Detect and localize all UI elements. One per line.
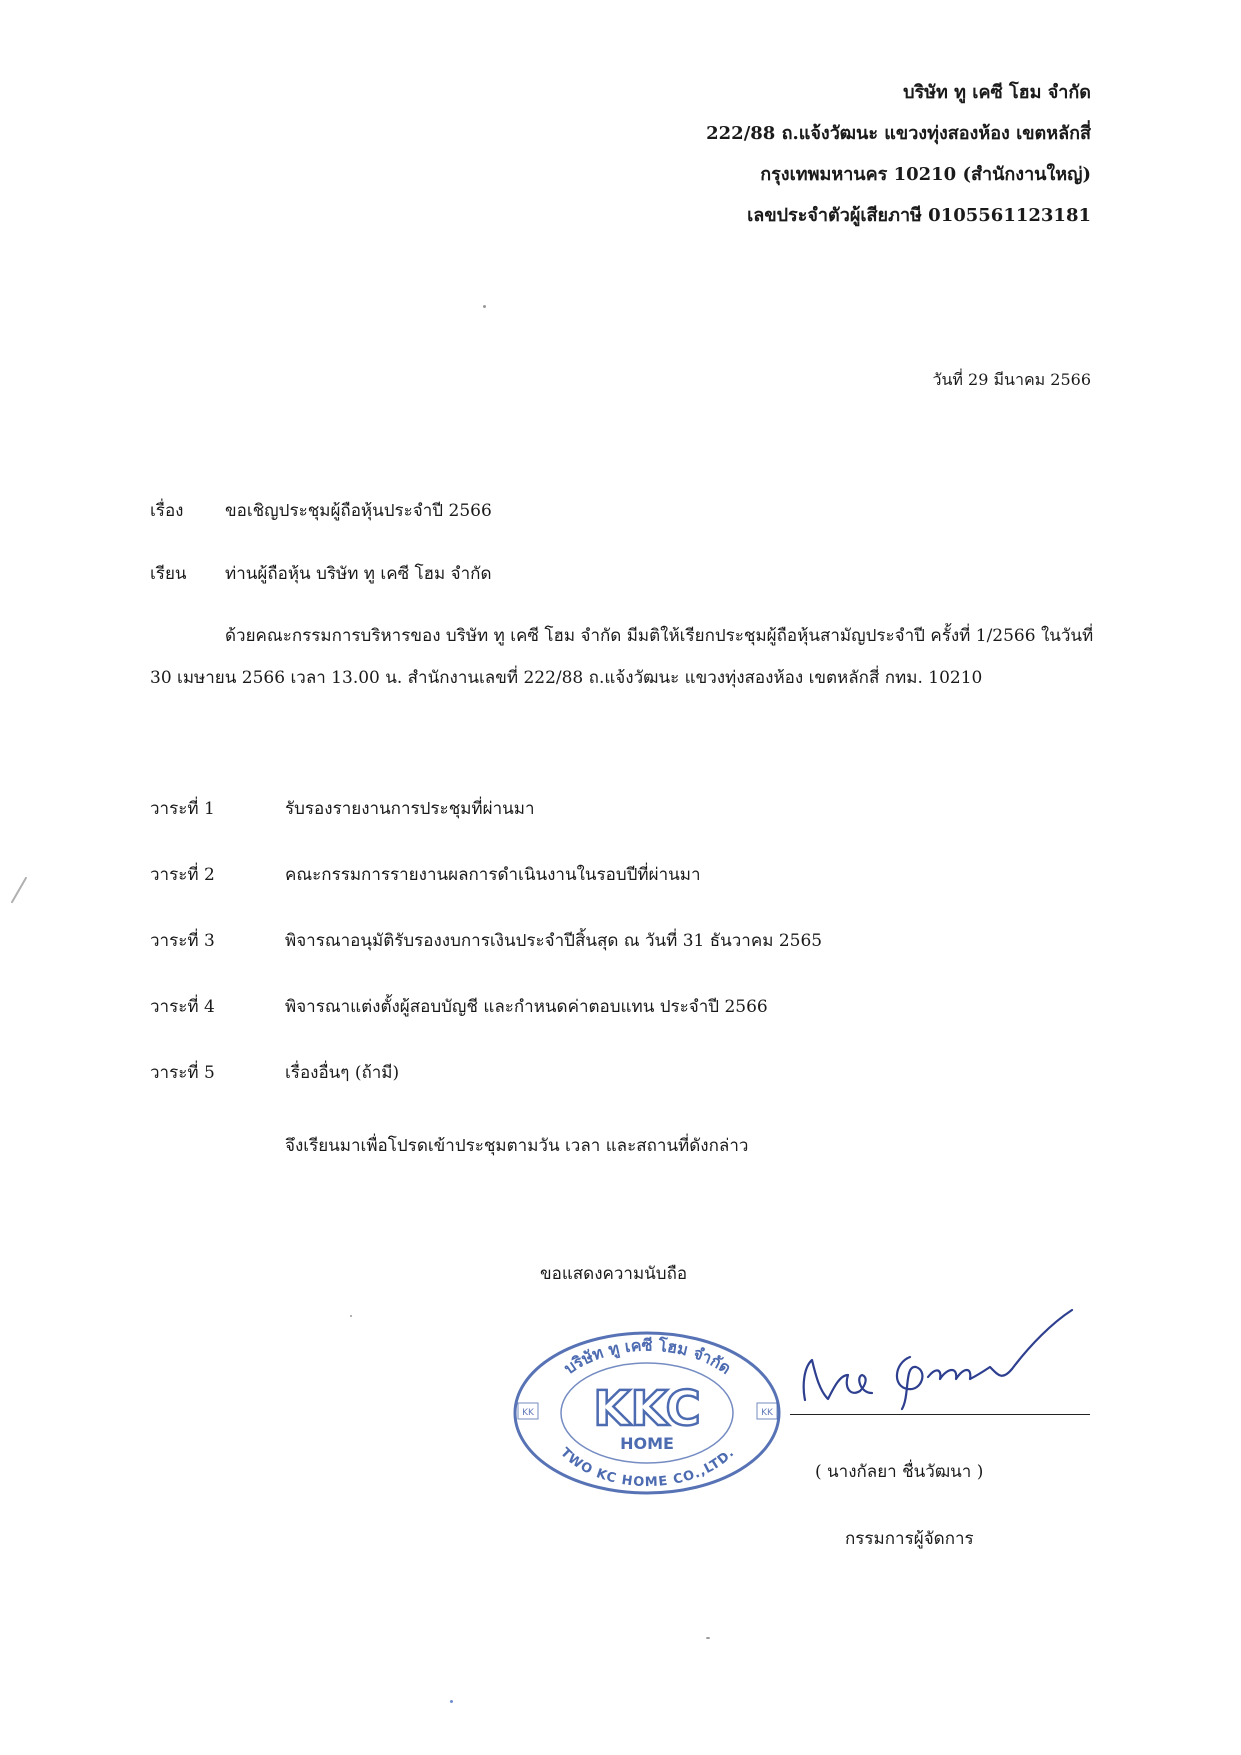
subject-text: ขอเชิญประชุมผู้ถือหุ้นประจำปี 2566 xyxy=(225,501,492,521)
agenda-number: วาระที่ 5 xyxy=(150,1063,215,1083)
agenda-item xyxy=(150,861,1100,927)
agenda-text: เรื่องอื่นๆ (ถ้ามี) xyxy=(285,1063,400,1083)
letter-date: วันที่ 29 มีนาคม 2566 xyxy=(932,370,1091,389)
stamp-side-mark-right: KK xyxy=(761,1408,773,1418)
signature-line xyxy=(790,1414,1090,1415)
company-name: บริษัท ทู เคซี โฮม จำกัด xyxy=(903,82,1091,103)
agenda-text: พิจารณาแต่งตั้งผู้สอบบัญชี และกำหนดค่าตอบแทน ประจำปี 2566 xyxy=(285,997,768,1017)
scan-mark xyxy=(11,877,28,904)
agenda-item xyxy=(150,927,1100,993)
body-paragraph: ด้วยคณะกรรมการบริหารของ บริษัท ทู เคซี โฮม จำกัด มีมติให้เรียกประชุมผู้ถือหุ้นสามัญประจำปี ครั้งที่ 1/2566 ในวันที่ 30 เมษายน 2566 เวลา 13.00 น. สำนักงานเลขที่ 222/88 ถ.แจ้งวัฒนะ แขวงทุ่งสองห้อง เขตหลักสี่ กทม. 10210 xyxy=(150,626,1094,688)
agenda-text: คณะกรรมการรายงานผลการดำเนินงานในรอบปีที่ผ่านมา xyxy=(285,865,701,885)
stamp-home-text: HOME xyxy=(620,1434,674,1453)
scan-speck xyxy=(706,1637,710,1639)
stamp-bottom-text: TWO KC HOME CO.,LTD. xyxy=(557,1445,738,1491)
company-header xyxy=(331,72,1091,236)
scan-speck xyxy=(450,1700,453,1703)
agenda-item xyxy=(150,1059,1100,1125)
recipient-label: เรียน xyxy=(150,564,187,584)
signer-name: ( นางกัลยา ชื่นวัฒนา ) xyxy=(815,1462,984,1482)
agenda-text: รับรองรายงานการประชุมที่ผ่านมา xyxy=(285,799,535,819)
stamp-logo: KKC xyxy=(593,1381,701,1437)
subject-label: เรื่อง xyxy=(150,501,184,521)
stamp-top-text: บริษัท ทู เคซี โฮม จำกัด xyxy=(560,1335,735,1378)
recipient-text: ท่านผู้ถือหุ้น บริษัท ทู เคซี โฮม จำกัด xyxy=(225,564,492,584)
signer-title: กรรมการผู้จัดการ xyxy=(845,1529,974,1549)
signature xyxy=(790,1305,1090,1415)
agenda-number: วาระที่ 2 xyxy=(150,865,215,885)
stamp-side-mark-left: KK xyxy=(522,1408,534,1418)
agenda-number: วาระที่ 3 xyxy=(150,931,215,951)
regards-text: ขอแสดงความนับถือ xyxy=(540,1264,688,1284)
agenda-item xyxy=(150,993,1100,1059)
company-address: 222/88 ถ.แจ้งวัฒนะ แขวงทุ่งสองห้อง เขตหลักสี่ xyxy=(706,123,1091,144)
agenda-number: วาระที่ 4 xyxy=(150,997,215,1017)
closing-line: จึงเรียนมาเพื่อโปรดเข้าประชุมตามวัน เวลา และสถานที่ดังกล่าว xyxy=(285,1136,749,1156)
company-city: กรุงเทพมหานคร 10210 (สำนักงานใหญ่) xyxy=(760,164,1091,185)
agenda-item xyxy=(150,795,1100,861)
agenda-text: พิจารณาอนุมัติรับรองงบการเงินประจำปีสิ้นสุด ณ วันที่ 31 ธันวาคม 2565 xyxy=(285,931,823,951)
agenda-number: วาระที่ 1 xyxy=(150,799,215,819)
company-stamp xyxy=(510,1325,785,1495)
scan-speck xyxy=(483,305,486,308)
company-tax-id: เลขประจำตัวผู้เสียภาษี 0105561123181 xyxy=(747,205,1091,226)
agenda-list xyxy=(150,795,1100,1125)
scan-speck xyxy=(350,1315,352,1317)
